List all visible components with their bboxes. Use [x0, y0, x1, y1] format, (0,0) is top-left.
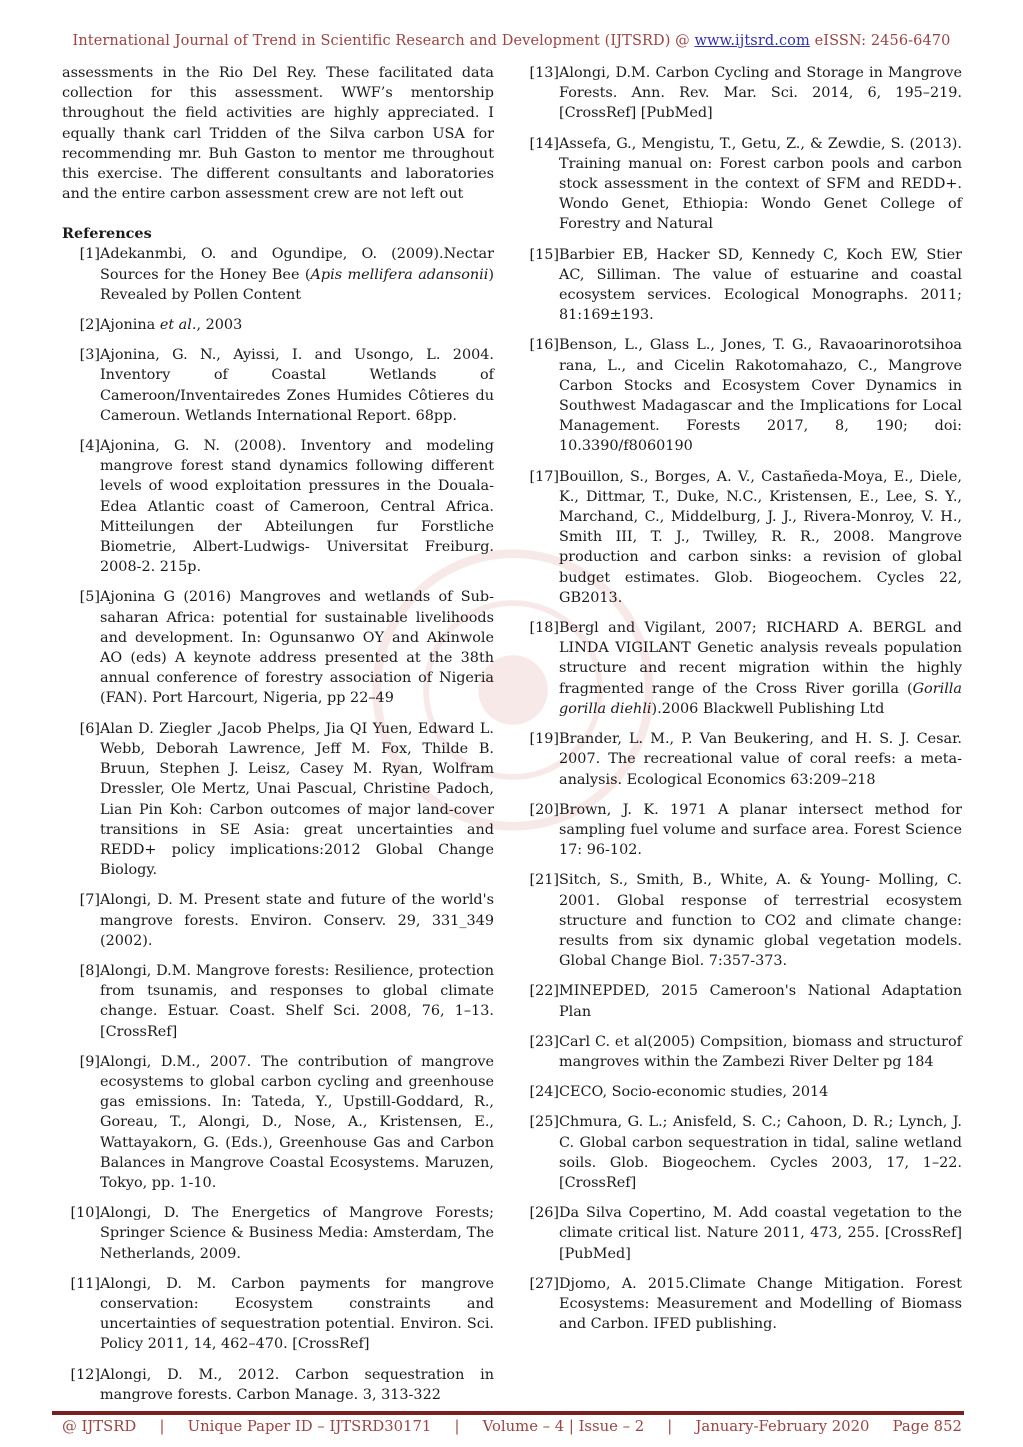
reference-text-main: MINEPDED, 2015 Cameroon's National Adaptation Plan: [559, 983, 962, 1020]
reference-text-main: Sitch, S., Smith, B., White, A. & Young- Molling, C. 2001. Global response of terrestrial ecosystem structure and function to CO2 and climate change: results from six dynamic global vegetation models. Global Change Biol. 7:357-373.: [559, 872, 962, 970]
reference-item: [521, 1274, 962, 1335]
reference-number: [19]: [529, 731, 559, 748]
reference-item: [62, 1274, 494, 1355]
reference-number: [22]: [529, 983, 559, 1000]
reference-number: [25]: [529, 1114, 559, 1131]
reference-number: [21]: [529, 872, 559, 889]
reference-number: [16]: [529, 337, 559, 354]
footer-separator: |: [159, 1418, 165, 1435]
reference-number: [23]: [529, 1033, 559, 1050]
reference-text: [559, 245, 962, 326]
reference-item: [521, 800, 962, 861]
reference-text-italic: Gorilla gorilla diehli: [559, 680, 962, 717]
reference-text-main: Adekanmbi, O. and Ogundipe, O. (2009).Nectar Sources for the Honey Bee (: [100, 246, 494, 283]
reference-number: [13]: [529, 65, 559, 81]
reference-list-left: [62, 244, 494, 1405]
reference-number: [12]: [70, 1366, 100, 1383]
reference-item: [521, 618, 962, 719]
reference-number: [10]: [70, 1205, 100, 1222]
reference-text-main: CECO, Socio-economic studies, 2014: [559, 1084, 829, 1101]
reference-number: [17]: [529, 468, 559, 485]
reference-text-main: Alongi, D.M. Carbon Cycling and Storage in Mangrove Forests. Ann. Rev. Mar. Sci. 2014, 6, 195–219. [CrossRef] [PubMed]: [559, 65, 962, 122]
reference-text-tail: ).2006 Blackwell Publishing Ltd: [651, 700, 885, 717]
reference-item: [521, 467, 962, 608]
reference-text-main: Alongi, D. M. Present state and future of the world's mangrove forests. Environ. Conserv. 29, 331_349 (2002).: [100, 892, 494, 949]
reference-text: [100, 1052, 494, 1193]
reference-text-main: Bouillon, S., Borges, A. V., Castañeda-Moya, E., Diele, K., Dittmar, T., Duke, N.C., Kristensen, E., Lee, S. Y., Marchand, C., Middelburg, J. J., Rivera-Monroy, V. H., Smith III, T. J., Twilley, R. R., 2008. Mangrove production and carbon sinks: a revision of global budget estimates. Glob. Biogeochem. Cycles 22, GB2013.: [559, 468, 962, 606]
reference-text-main: Chmura, G. L.; Anisfeld, S. C.; Cahoon, D. R.; Lynch, J. C. Global carbon sequestration in tidal, saline wetland soils. Glob. Biogeochem. Cycles 2003, 17, 1–22. [CrossRef]: [559, 1114, 962, 1191]
reference-text-main: Bergl and Vigilant, 2007; RICHARD A. BERGL and LINDA VIGILANT Genetic analysis reveals population structure and recent migration within the highly fragmented range of the Cross River gorilla (: [559, 620, 962, 697]
reference-text: [559, 729, 962, 790]
journal-link[interactable]: www.ijtsrd.com: [694, 33, 810, 49]
reference-text-tail: ) Revealed by Pollen Content: [100, 266, 494, 303]
reference-text: [559, 1082, 962, 1102]
reference-text-main: Ajonina G (2016) Mangroves and wetlands of Sub-saharan Africa: potential for sustainable livelihoods and development. In: Ogunsanwo OY and Akinwole AO (eds) A keynote address presented at the 38th annual conference of forestry association of Nigeria (FAN). Port Harcourt, Nigeria, pp 22–49: [100, 589, 494, 707]
reference-text: [559, 1203, 962, 1264]
running-header: [0, 33, 1023, 49]
reference-number: [2]: [79, 317, 100, 334]
reference-text: [100, 1274, 494, 1355]
reference-text-main: Benson, L., Glass L., Jones, T. G., Ravaoarinorotsihoa rana, L., and Cicelin Rakotomahazo, C., Mangrove Carbon Stocks and Ecosystem Cover Dynamics in Southwest Madagascar and the Implications for Local Management. Forests 2017, 8, 190; doi: 10.3390/f8060190: [559, 337, 962, 455]
reference-item: [521, 1203, 962, 1264]
footer-page-number: Page 852: [892, 1418, 962, 1435]
reference-number: [6]: [79, 720, 100, 737]
reference-text: [559, 981, 962, 1021]
reference-text: [100, 436, 494, 577]
reference-number: [24]: [529, 1084, 559, 1101]
reference-text: [559, 870, 962, 971]
reference-text: [559, 335, 962, 456]
reference-number: [20]: [529, 801, 559, 818]
reference-text: [559, 1112, 962, 1193]
reference-text-italic: Apis mellifera adansonii: [310, 266, 489, 283]
footer-paper-id: Unique Paper ID – IJTSRD30171: [187, 1418, 432, 1435]
reference-text: [559, 134, 962, 235]
reference-item: [62, 587, 494, 708]
reference-text-main: Brown, J. K. 1971 A planar intersect method for sampling fuel volume and surface area. Forest Science 17: 96-102.: [559, 801, 962, 859]
footer-date: January-February 2020: [695, 1418, 870, 1435]
reference-text-main: Djomo, A. 2015.Climate Change Mitigation. Forest Ecosystems: Measurement and Modelling of Biomass and Carbon. IFED publishing.: [559, 1275, 962, 1333]
reference-item: [521, 870, 962, 971]
reference-text: [100, 345, 494, 426]
acknowledgement-paragraph: assessments in the Rio Del Rey. These facilitated data collection for this assessment. WWF’s mentorship throughout the field activities are highly appreciated. I equally thank carl Tridden of the Silva carbon USA for recommending mr. Buh Gaston to mentor me throughout this exercise. The different consultants and laboratories and the entire carbon assessment crew are not left out: [62, 65, 494, 203]
reference-number: [5]: [79, 589, 100, 606]
reference-item: [521, 981, 962, 1021]
reference-text-main: Brander, L. M., P. Van Beukering, and H. S. J. Cesar. 2007. The recreational value of coral reefs: a meta-analysis. Ecological Economics 63:209–218: [559, 731, 962, 788]
footer-separator: |: [667, 1418, 673, 1435]
header-issn: eISSN: 2456-6470: [809, 33, 951, 49]
header-text: International Journal of Trend in Scientific Research and Development (IJTSRD) @: [72, 33, 695, 49]
reference-number: [7]: [79, 892, 100, 909]
reference-text: [100, 1203, 494, 1264]
reference-number: [11]: [70, 1275, 100, 1292]
reference-item: [521, 1082, 962, 1102]
reference-text-main: Alongi, D. M. Carbon payments for mangrove conservation: Ecosystem constraints and uncertainties of sequestration potential. Environ. Sci. Policy 2011, 14, 462–470. [CrossRef]: [100, 1275, 494, 1353]
reference-number: [4]: [79, 438, 100, 455]
reference-item: [521, 245, 962, 326]
reference-text: [100, 315, 494, 335]
reference-number: [27]: [529, 1275, 559, 1292]
reference-list-right: [521, 63, 962, 1334]
reference-item: [62, 436, 494, 577]
reference-item: [521, 63, 962, 124]
reference-text: [100, 587, 494, 708]
reference-text: [559, 618, 962, 719]
reference-text: [100, 1365, 494, 1405]
reference-text-main: Da Silva Copertino, M. Add coastal vegetation to the climate critical list. Nature 2011, 473, 255. [CrossRef] [PubMed]: [559, 1205, 962, 1262]
reference-text: [100, 719, 494, 881]
reference-number: [15]: [529, 246, 559, 263]
reference-number: [8]: [79, 962, 100, 979]
reference-text-main: Assefa, G., Mengistu, T., Getu, Z., & Zewdie, S. (2013). Training manual on: Forest carbon pools and carbon stock assessment in the context of SFM and REDD+. Wondo Genet, Ethiopia: Wondo Genet College of Forestry and Natural: [559, 135, 962, 233]
reference-item: [62, 1365, 494, 1405]
reference-item: [521, 1032, 962, 1072]
reference-text: [100, 244, 494, 305]
reference-item: [521, 134, 962, 235]
reference-text-main: Ajonina: [100, 317, 160, 334]
reference-item: [521, 335, 962, 456]
reference-text: [100, 890, 494, 951]
footer-volume-issue: Volume – 4 | Issue – 2: [482, 1418, 645, 1435]
reference-text-main: Alongi, D. The Energetics of Mangrove Forests; Springer Science & Business Media: Amsterdam, The Netherlands, 2009.: [100, 1205, 494, 1262]
page-footer: [62, 1418, 962, 1435]
reference-text-main: Carl C. et al(2005) Compsition, biomass and structurof mangroves within the Zambezi River Delter pg 184: [559, 1033, 962, 1070]
reference-item: [62, 719, 494, 881]
reference-number: [3]: [79, 347, 100, 364]
reference-item: [62, 1203, 494, 1264]
footer-rule: [52, 1411, 964, 1415]
reference-text: [559, 467, 962, 608]
references-heading: References: [62, 225, 152, 243]
footer-journal: @ IJTSRD: [62, 1418, 137, 1435]
right-column: [521, 63, 962, 1344]
footer-separator: |: [454, 1418, 460, 1435]
left-column: [62, 63, 494, 1415]
reference-item: [521, 729, 962, 790]
reference-number: [14]: [529, 135, 559, 152]
reference-text-main: Alongi, D.M., 2007. The contribution of mangrove ecosystems to global carbon cycling and greenhouse gas emissions. In: Tateda, Y., Upstill-Goddard, R., Goreau, T., Alongi, D., Nose, A., Kristensen, E., Wattayakorn, G. (Eds.), Greenhouse Gas and Carbon Balances in Mangrove Coastal Ecosystems. Maruzen, Tokyo, pp. 1-10.: [100, 1053, 494, 1191]
reference-text-main: Alongi, D. M., 2012. Carbon sequestration in mangrove forests. Carbon Manage. 3, 313-322: [100, 1366, 494, 1403]
reference-text-main: Ajonina, G. N., Ayissi, I. and Usongo, L. 2004. Inventory of Coastal Wetlands of Cameroon/Inventairedes Zones Humides Côtieres du Cameroun. Wetlands International Report. 68pp.: [100, 347, 494, 424]
reference-item: [62, 890, 494, 951]
reference-number: [26]: [529, 1205, 559, 1222]
reference-text: [559, 63, 962, 124]
reference-text: [559, 1274, 962, 1335]
reference-text-main: Alongi, D.M. Mangrove forests: Resilience, protection from tsunamis, and responses to global climate change. Estuar. Coast. Shelf Sci. 2008, 76, 1–13. [CrossRef]: [100, 962, 494, 1040]
reference-item: [62, 244, 494, 305]
reference-item: [521, 1112, 962, 1193]
reference-item: [62, 1052, 494, 1193]
reference-text-main: Ajonina, G. N. (2008). Inventory and modeling mangrove forest stand dynamics following different levels of wood exploitation pressures in the Douala-Edea Atlantic coast of Cameroon, Central Africa. Mitteilungen der Abteilungen fur Forstliche Biometrie, Albert-Ludwigs- Universitat Freiburg. 2008-2. 215p.: [100, 438, 494, 576]
reference-item: [62, 315, 494, 335]
reference-text: [559, 1032, 962, 1072]
reference-text-main: Barbier EB, Hacker SD, Kennedy C, Koch EW, Stier AC, Silliman. The value of estuarine and coastal ecosystem services. Ecological Monographs. 2011; 81:169±193.: [559, 246, 962, 324]
reference-number: [1]: [79, 246, 100, 263]
reference-text-italic: et al.: [159, 317, 197, 334]
reference-text-tail: , 2003: [196, 317, 243, 334]
reference-text: [559, 800, 962, 861]
reference-item: [62, 345, 494, 426]
reference-text-main: Alan D. Ziegler ,Jacob Phelps, Jia QI Yuen, Edward L. Webb, Deborah Lawrence, Jeff M. Fox, Thilde B. Bruun, Stephen J. Leisz, Casey M. Ryan, Wolfram Dressler, Ole Mertz, Unai Pascual, Christine Padoch, Lian Pin Koh: Carbon outcomes of major land-cover transitions in SE Asia: great uncertainties and REDD+ policy implications:2012 Global Change Biology.: [100, 720, 494, 879]
reference-text: [100, 961, 494, 1042]
reference-number: [9]: [79, 1053, 100, 1070]
reference-item: [62, 961, 494, 1042]
reference-number: [18]: [529, 620, 559, 637]
